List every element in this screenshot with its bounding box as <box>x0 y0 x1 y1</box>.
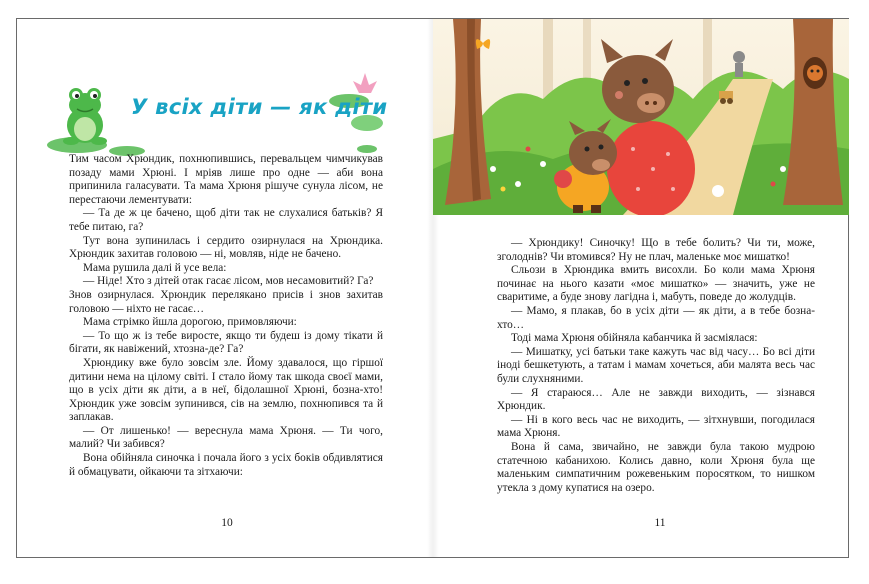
paragraph: — Ні в кого весь час не виходить, — зітхнувши, погодилася мама Хрюня. <box>497 413 815 440</box>
paragraph: Тим часом Хрюндик, похнюпившись, перевальцем чимчикував позаду мами Хрюні. І мріяв лише про одне — аби вона припинила галасувати. Та мама Хрюня рішуче сунула лісом, не перестаючи лементувати: <box>69 153 383 206</box>
page-number: 10 <box>221 517 233 529</box>
right-page-text <box>497 237 815 495</box>
left-page-text <box>69 153 383 479</box>
paragraph: Мама стрімко йшла дорогою, примовляючи: <box>83 316 297 329</box>
paragraph: Вона й сама, звичайно, не завжди була такою мудрою статечною кабанихою. Колись давно, коли Хрюня була ще маленьким симпатичним рожевеньким поросятком, то нишком утекла з дому купатися на озеро. <box>497 440 815 494</box>
left-page <box>17 19 433 557</box>
page-number: 11 <box>654 517 666 529</box>
paragraph: — Мишатку, усі батьки таке кажуть час від часу… Бо всі діти іноді бешкетують, а татам і мамам хочеться, аби малята весь час були слухняними. <box>497 345 815 385</box>
story-illustration-icon <box>433 19 849 215</box>
paragraph: — Я стараюся… Але не завжди виходить, — зізнався Хрюндик. <box>497 386 815 413</box>
paragraph: — От лишенько! — вереснула мама Хрюня. — Ти чого, малий? Чи забився? <box>69 424 383 451</box>
paragraph: — Та де ж це бачено, щоб діти так не слухалися батьків? Я тебе питаю, га? <box>69 207 383 233</box>
paragraph: Вона обійняла синочка і почала його з усіх боків обдивлятися й обмацувати, ойкаючи та зітхаючи: <box>69 452 383 478</box>
paragraph: Тоді мама Хрюня обійняла кабанчика й засміялася: <box>511 332 758 345</box>
paragraph: Хрюндику вже було зовсім зле. Йому здавалося, що гіршої дитини нема на цілому світі. І стало йому так шкода своєї мами, що в усіх діти як діти, а в неї, бідолашної Хрюні, бозна-хто! Хрюндик уже зовсім зупинився, сів на землю, похнюпився та й заплакав. <box>69 356 383 424</box>
paragraph: — То що ж із тебе виросте, якщо ти будеш із дому тікати й бігати, як навіжений, хтозна-де? Га? <box>69 329 383 356</box>
paragraph: — Ніде! Хто з дітей отак гасає лісом, мов несамовитий? Га? <box>83 275 374 288</box>
paragraph: — Хрюндику! Синочку! Що в тебе болить? Чи ти, може, зголоднів? Чи втомився? Ну не плач, маленьке моє мишатко! <box>497 237 815 263</box>
paragraph: Мама рушила далі й усе вела: <box>83 261 227 274</box>
paragraph: Знов озирнулася. Хрюндик перелякано присів і знов захитав головою — ніхто не гасає… <box>69 288 383 315</box>
paragraph: Тут вона зупинилась і сердито озирнулася на Хрюндика. Хрюндик захитав головою — ні, мовляв, ніде не бачено. <box>69 234 383 261</box>
paragraph: — Мамо, я плакав, бо в усіх діти — як діти, а в тебе бозна-хто… <box>497 304 815 331</box>
paragraph: Сльози в Хрюндика вмить висохли. Бо коли мама Хрюня починає на нього казати «моє мишатко» — значить, уже не сваритиме, а буде знову лагідна і, мабуть, поведе до жолудців. <box>497 264 815 304</box>
page-title: У всіх діти — як діти <box>131 95 388 119</box>
book-spread <box>16 18 849 558</box>
right-page <box>433 19 849 557</box>
